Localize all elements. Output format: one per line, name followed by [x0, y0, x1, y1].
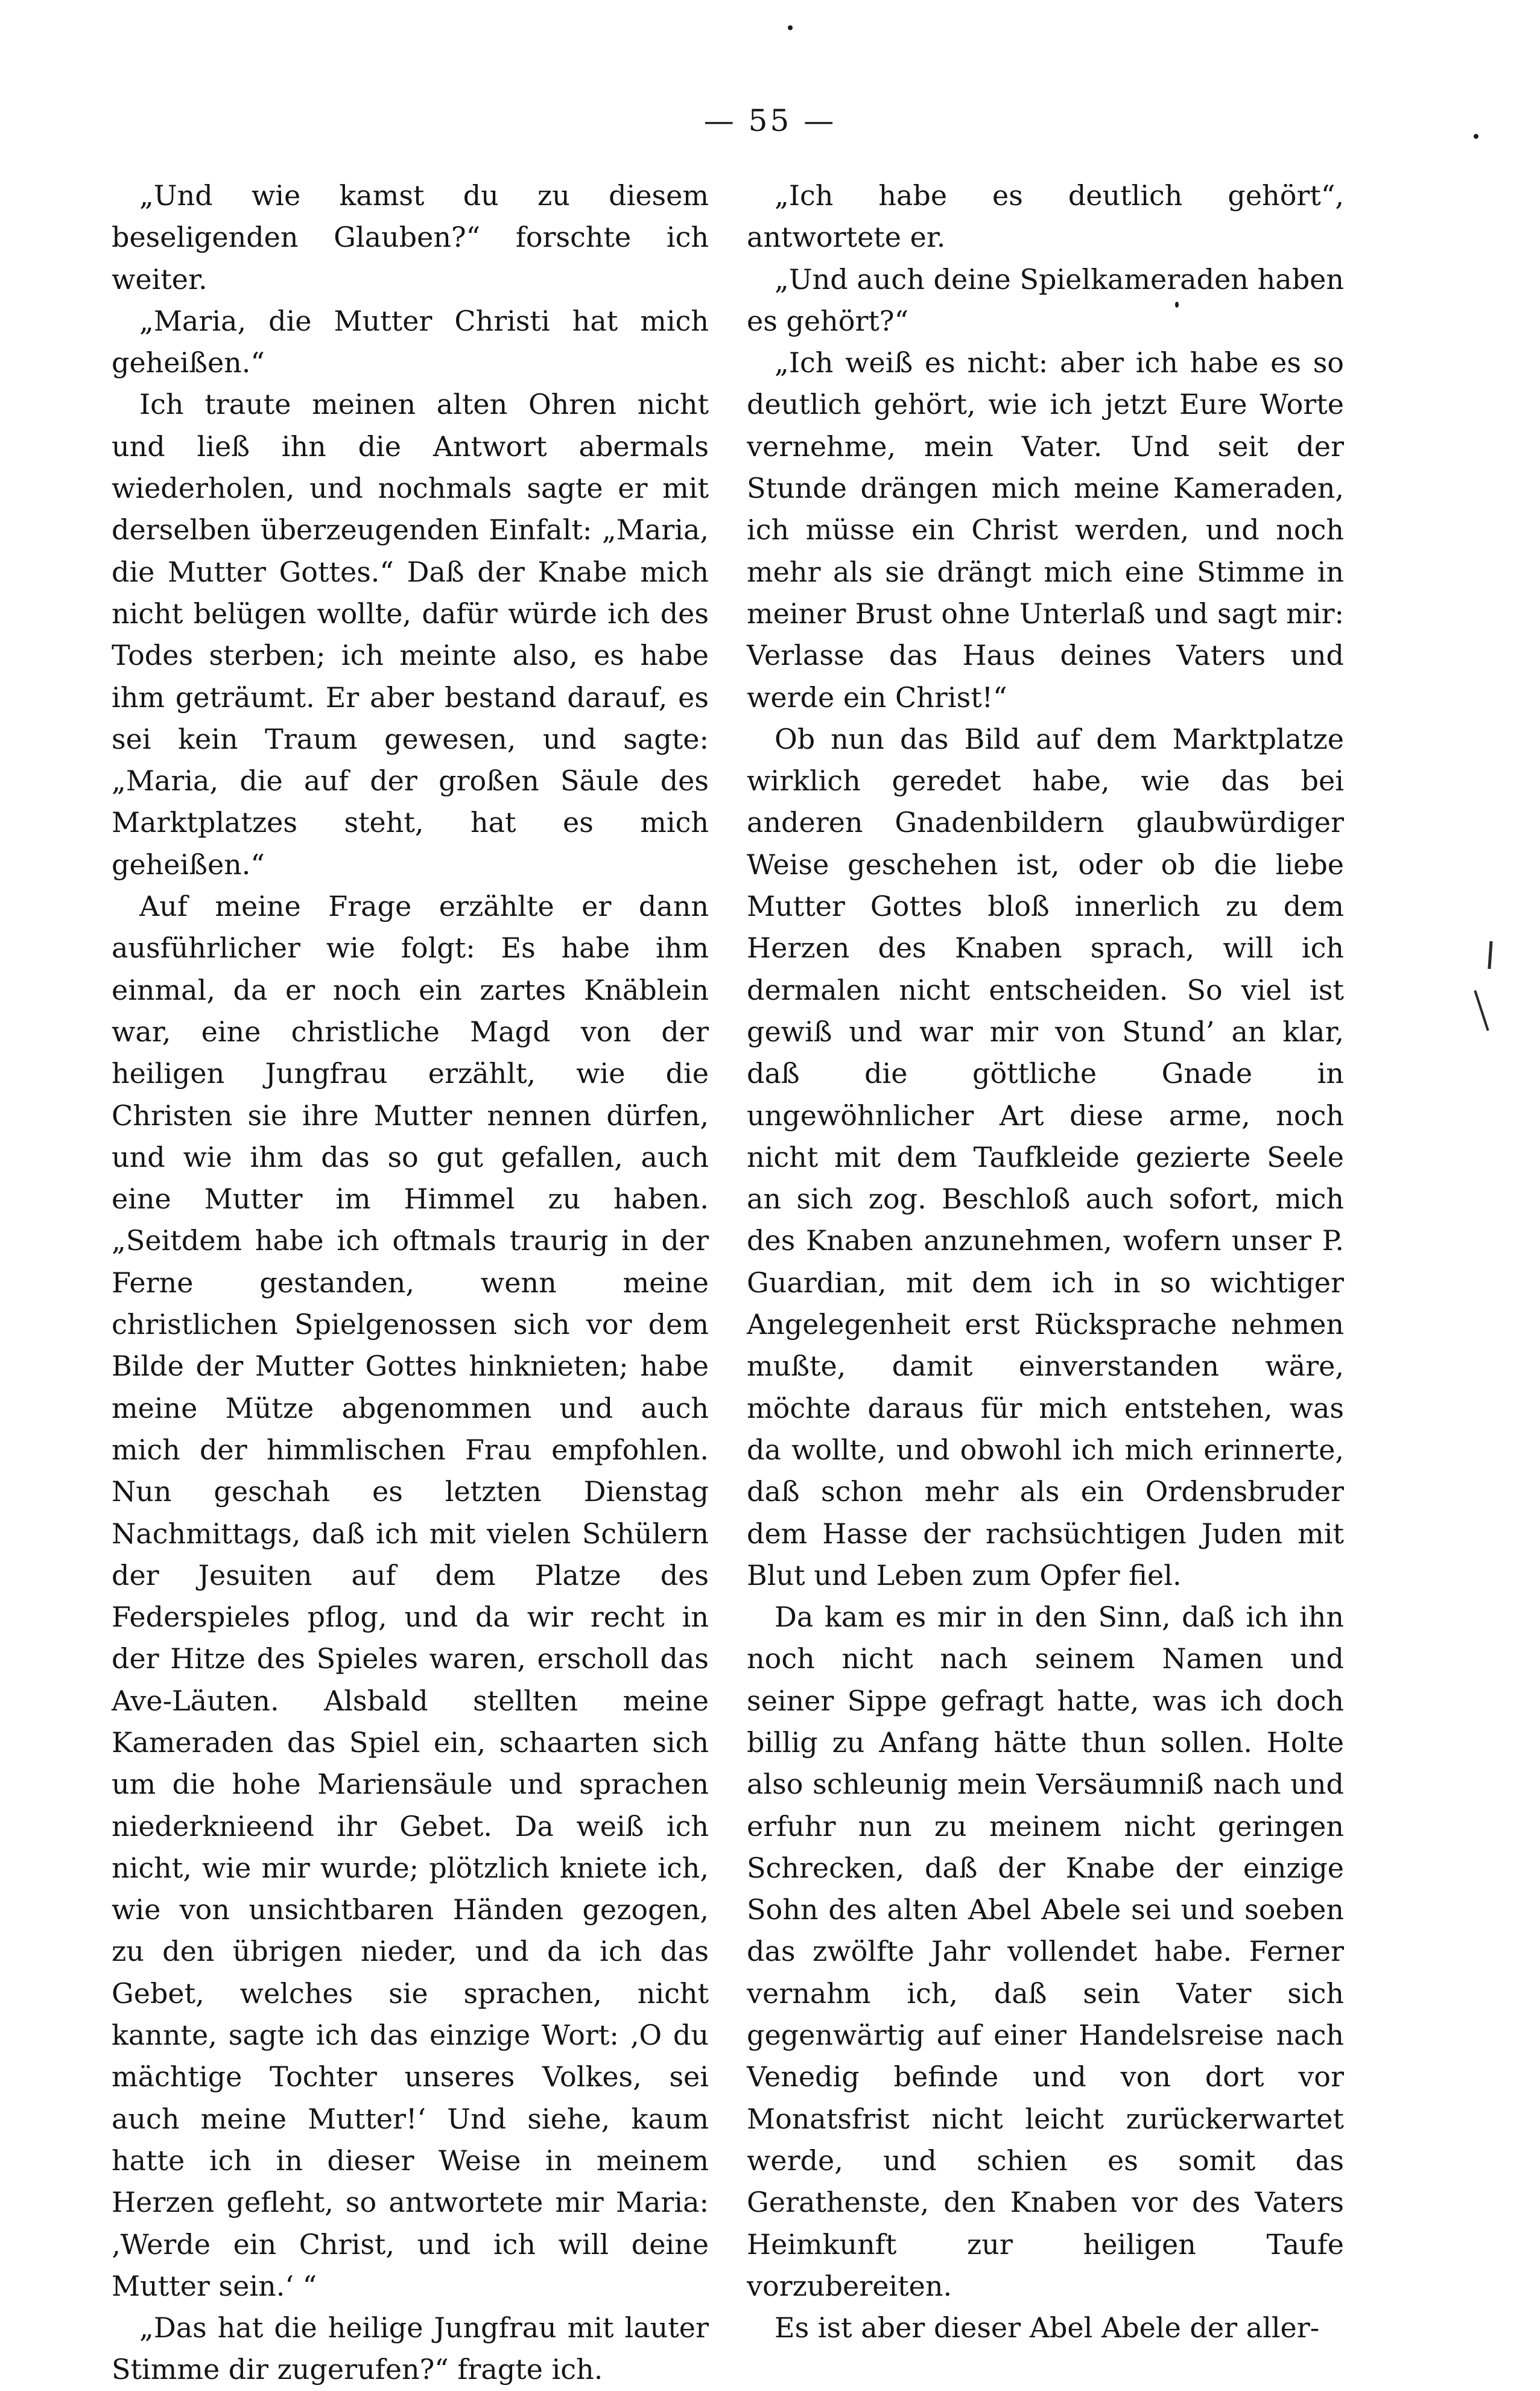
left-column	[112, 175, 709, 2391]
paragraph: „Ich habe es deutlich gehört“, antwortete er.	[747, 179, 1344, 254]
scan-speck	[788, 25, 793, 30]
paragraph: Da kam es mir in den Sinn, daß ich ihn noch nicht nach seinem Namen und seiner Sippe gefragt hatte, was ich doch billig zu Anfang hätte thun sollen. Holte also schleunig mein Versäumniß nach und erfuhr nun zu meinem nicht geringen Schrecken, daß der Knabe der einzige Sohn des alten Abel Abele sei und soeben das zwölfte Jahr vollendet habe. Ferner vernahm ich, daß sein Vater sich gegenwärtig auf einer Handelsreise nach Venedig befinde und von dort vor Monatsfrist nicht leicht zurückerwartet werde, und schien es somit das Gerathenste, den Knaben vor des Vaters Heimkunft zur heiligen Taufe vorzubereiten.	[747, 1601, 1344, 2302]
scan-mark	[1488, 941, 1492, 969]
scan-speck	[1474, 134, 1478, 139]
paragraph: „Maria, die Mutter Christi hat mich geheißen.“	[112, 304, 709, 379]
paragraph: Ich traute meinen alten Ohren nicht und ließ ihn die Antwort abermals wiederholen, und nochmals sagte er mit derselben überzeugenden Einfalt: „Maria, die Mutter Gottes.“ Daß der Knabe mich nicht belügen wollte, dafür würde ich des Todes sterben; ich meinte also, es habe ihm geträumt. Er aber bestand darauf, es sei kein Traum gewesen, und sagte: „Maria, die auf der großen Säule des Marktplatzes steht, hat es mich geheißen.“	[112, 388, 709, 881]
paragraph: Es ist aber dieser Abel Abele der aller-	[775, 2311, 1320, 2345]
paragraph: „Ich weiß es nicht: aber ich habe es so deutlich gehört, wie ich jetzt Eure Worte vernehme, mein Vater. Und seit der Stunde drängen mich meine Kameraden, ich müsse ein Christ werden, und noch mehr als sie drängt mich eine Stimme in meiner Brust ohne Unterlaß und sagt mir: Verlasse das Haus deines Vaters und werde ein Christ!“	[747, 346, 1344, 714]
paragraph: „Und auch deine Spielkameraden haben es gehört?“	[747, 262, 1344, 337]
paragraph: Ob nun das Bild auf dem Marktplatze wirklich geredet habe, wie das bei anderen Gnadenbildern glaubwürdiger Weise geschehen ist, oder ob die liebe Mutter Gottes bloß innerlich zu dem Herzen des Knaben sprach, will ich dermalen nicht entscheiden. So viel ist gewiß und war mir von Stund’ an klar, daß die göttliche Gnade in ungewöhnlicher Art diese arme, noch nicht mit dem Taufkleide gezierte Seele an sich zog. Beschloß auch sofort, mich des Knaben anzunehmen, wofern unser P. Guardian, mit dem ich in so wichtiger Angelegenheit erst Rücksprache nehmen mußte, damit einverstanden wäre, möchte daraus für mich entstehen, was da wollte, und obwohl ich mich erinnerte, daß schon mehr als ein Ordensbruder dem Hasse der rachsüchtigen Juden mit Blut und Leben zum Opfer fiel.	[747, 722, 1344, 1592]
right-column	[747, 175, 1344, 2349]
page-number: — 55 —	[703, 103, 837, 138]
paragraph: „Das hat die heilige Jungfrau mit lauter Stimme dir zugerufen?“ fragte ich.	[112, 2311, 709, 2386]
scan-mark	[1474, 990, 1489, 1031]
paragraph: „Und wie kamst du zu diesem beseligenden Glauben?“ forschte ich weiter.	[112, 179, 709, 296]
scan-speck	[1175, 302, 1179, 308]
paragraph: Auf meine Frage erzählte er dann ausführlicher wie folgt: Es habe ihm einmal, da er noch ein zartes Knäblein war, eine christliche Magd von der heiligen Jungfrau erzählt, wie die Christen sie ihre Mutter nennen dürfen, und wie ihm das so gut gefallen, auch eine Mutter im Himmel zu haben. „Seitdem habe ich oftmals traurig in der Ferne gestanden, wenn meine christlichen Spielgenossen sich vor dem Bilde der Mutter Gottes hinknieten; habe meine Mütze abgenommen und auch mich der himmlischen Frau empfohlen. Nun geschah es letzten Dienstag Nachmittags, daß ich mit vielen Schülern der Jesuiten auf dem Platze des Federspieles pflog, und da wir recht in der Hitze des Spieles waren, erscholl das Ave-Läuten. Alsbald stellten meine Kameraden das Spiel ein, schaarten sich um die hohe Mariensäule und sprachen niederknieend ihr Gebet. Da weiß ich nicht, wie mir wurde; plötzlich kniete ich, wie von unsichtbaren Händen gezogen, zu den übrigen nieder, und da ich das Gebet, welches sie sprachen, nicht kannte, sagte ich das einzige Wort: ‚O du mächtige Tochter unseres Volkes, sei auch meine Mutter!‘ Und siehe, kaum hatte ich in dieser Weise in meinem Herzen gefleht, so antwortete mir Maria: ‚Werde ein Christ, und ich will deine Mutter sein.‘ “	[112, 890, 709, 2302]
